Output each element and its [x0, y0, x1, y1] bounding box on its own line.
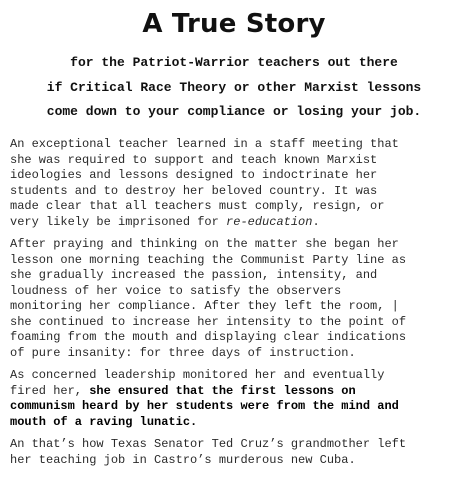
- story-body: [10, 137, 458, 468]
- paragraph-3-mixed-line: [10, 384, 458, 400]
- paragraph-1-line: made clear that all teachers must comply, resign, or: [10, 199, 385, 213]
- paragraph-3-bold-line: communism heard by her students were from the mind and: [10, 399, 399, 413]
- paragraph-4-line: An that’s how Texas Senator Ted Cruz’s grandmother left: [10, 437, 407, 451]
- paragraph-2-line: foaming from the mouth and displaying clear indications: [10, 330, 407, 344]
- paragraph-4: [10, 437, 458, 468]
- subtitle-line-1: for the Patriot-Warrior teachers out there: [70, 55, 398, 70]
- paragraph-1-line: An exceptional teacher learned in a staff meeting that: [10, 137, 399, 151]
- paragraph-2-line: loudness of her voice to satisfy the observers: [10, 283, 342, 298]
- page-title: A True Story: [142, 9, 326, 39]
- paragraph-3: [10, 368, 458, 430]
- subtitle-line-2: if Critical Race Theory or other Marxist lessons: [46, 80, 422, 95]
- paragraph-3-bold-text: she ensured that the first lessons on: [89, 383, 356, 398]
- paragraph-1-last-text: very likely be imprisoned for: [10, 214, 227, 229]
- paragraph-1: [10, 137, 458, 230]
- paragraph-2-line: of pure insanity: for three days of instruction.: [10, 345, 356, 360]
- paragraph-2-line: monitoring her compliance. After they left the room, |: [10, 299, 399, 313]
- paragraph-2-line: she continued to increase her intensity to the point of: [10, 314, 407, 329]
- paragraph-1-line: students and to destroy her beloved country. It was: [10, 183, 378, 198]
- subtitle-line-3: come down to your compliance or losing your job.: [46, 104, 422, 119]
- paragraph-2-line: After praying and thinking on the matter she began her: [10, 237, 399, 251]
- paragraph-2: [10, 237, 458, 361]
- paragraph-3-plain-text: fired her,: [10, 383, 90, 398]
- paragraph-1-line: she was required to support and teach known Marxist: [10, 152, 378, 167]
- paragraph-4-line: her teaching job in Castro’s murderous new Cuba.: [10, 452, 356, 467]
- paragraph-3-line: As concerned leadership monitored her and eventually: [10, 368, 385, 382]
- paragraph-2-line: lesson one morning teaching the Communist Party line as: [10, 252, 407, 267]
- paragraph-3-bold-line: mouth of a raving lunatic.: [10, 414, 198, 429]
- re-education-emphasis: re-education: [226, 214, 313, 229]
- paragraph-1-line: ideologies and lessons designed to indoctrinate her: [10, 168, 378, 182]
- paragraph-1-last-line: [10, 215, 458, 231]
- paragraph-1-period: .: [312, 214, 320, 229]
- paragraph-2-line: she gradually increased the passion, intensity, and: [10, 268, 378, 282]
